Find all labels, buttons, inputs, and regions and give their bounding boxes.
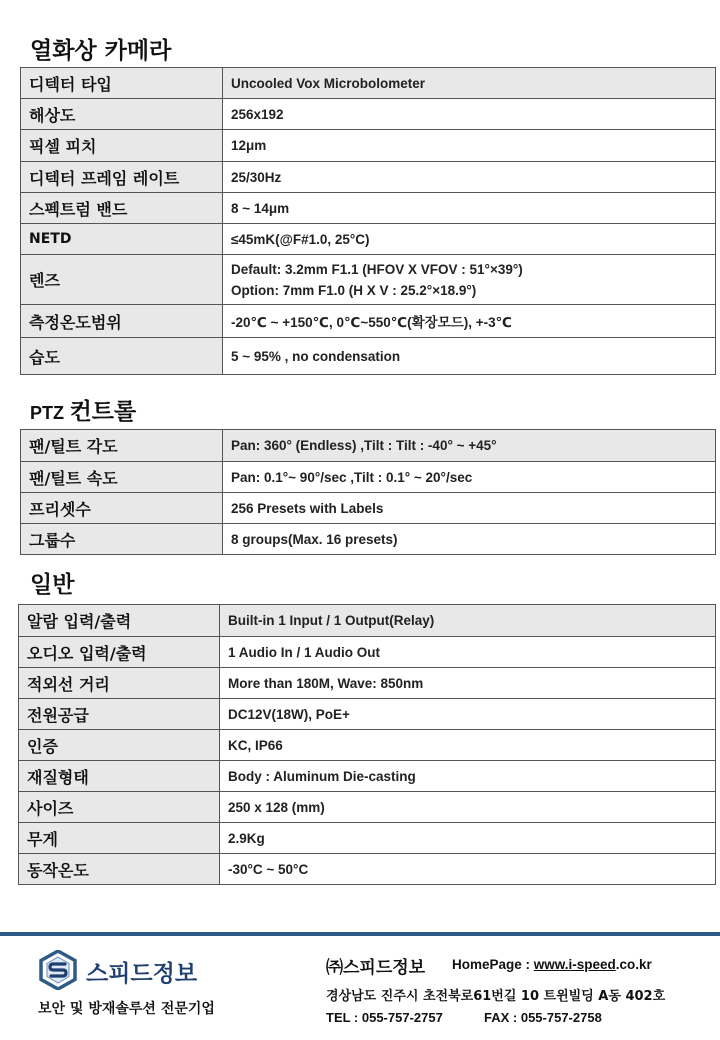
section-title-suffix: 컨트롤 <box>69 399 137 425</box>
brand-name: 스피드정보 <box>86 961 198 987</box>
spec-value: DC12V(18W), PoE+ <box>220 699 716 730</box>
table-row <box>19 792 716 823</box>
table-row <box>21 305 716 338</box>
section-title-ptz <box>30 393 136 426</box>
spec-label: 렌즈 <box>21 255 223 305</box>
section-title-thermal: 열화상 카메라 <box>30 38 172 64</box>
company-fax: FAX : 055-757-2758 <box>484 1010 602 1025</box>
spec-table-general <box>18 604 716 885</box>
spec-value: 12μm <box>223 130 716 162</box>
spec-label: 무게 <box>19 823 220 854</box>
spec-value-line: Option: 7mm F1.0 (H X V : 25.2°×18.9°) <box>231 282 477 298</box>
table-row <box>19 699 716 730</box>
spec-label: 해상도 <box>21 99 223 130</box>
spec-label: 알람 입력/출력 <box>19 605 220 637</box>
table-row <box>21 255 716 305</box>
company-name: ㈜스피드정보 <box>326 958 426 978</box>
spec-value: Built-in 1 Input / 1 Output(Relay) <box>220 605 716 637</box>
table-row <box>21 462 716 493</box>
table-row <box>21 338 716 375</box>
spec-table-ptz <box>20 429 716 555</box>
spec-value: 256x192 <box>223 99 716 130</box>
table-row <box>19 761 716 792</box>
table-row <box>19 730 716 761</box>
homepage-tail: .co.kr <box>615 957 652 972</box>
table-row <box>21 493 716 524</box>
spec-label: 사이즈 <box>19 792 220 823</box>
spec-value: -20℃ ~ +150℃, 0℃~550℃(확장모드), +-3℃ <box>223 305 716 338</box>
spec-value: ≤45mK(@F#1.0, 25°C) <box>223 224 716 255</box>
spec-label: 디텍터 프레임 레이트 <box>21 162 223 193</box>
spec-value: Pan: 360° (Endless) ,Tilt : Tilt : -40° ~ +45° <box>223 430 716 462</box>
table-row <box>21 430 716 462</box>
spec-value: 8 groups(Max. 16 presets) <box>223 524 716 555</box>
spec-label: 전원공급 <box>19 699 220 730</box>
spec-table-thermal <box>20 67 716 375</box>
homepage-link[interactable]: www.i-speed <box>533 957 616 972</box>
spec-label: 프리셋수 <box>21 493 223 524</box>
spec-value: 1 Audio In / 1 Audio Out <box>220 637 716 668</box>
spec-label: NETD <box>21 224 223 255</box>
table-row <box>21 130 716 162</box>
table-row <box>19 637 716 668</box>
table-row <box>21 162 716 193</box>
spec-value: 250 x 128 (mm) <box>220 792 716 823</box>
spec-value: 25/30Hz <box>223 162 716 193</box>
section-title-prefix: PTZ <box>30 403 64 423</box>
spec-label: 그룹수 <box>21 524 223 555</box>
spec-value: KC, IP66 <box>220 730 716 761</box>
table-row <box>21 99 716 130</box>
brand-tagline: 보안 및 방재솔루션 전문기업 <box>38 1001 215 1017</box>
company-address: 경상남도 진주시 초전북로61번길 10 트윈빌딩 A동 402호 <box>326 989 666 1004</box>
spec-value: -30°C ~ 50°C <box>220 854 716 885</box>
table-row <box>21 193 716 224</box>
spec-label: 오디오 입력/출력 <box>19 637 220 668</box>
speed-logo-icon <box>38 950 78 990</box>
homepage <box>452 957 652 972</box>
spec-value: Uncooled Vox Microbolometer <box>223 68 716 99</box>
spec-value <box>223 255 716 305</box>
table-row <box>19 605 716 637</box>
spec-value: 256 Presets with Labels <box>223 493 716 524</box>
company-tel: TEL : 055-757-2757 <box>326 1010 443 1025</box>
spec-value: More than 180M, Wave: 850nm <box>220 668 716 699</box>
spec-label: 측정온도범위 <box>21 305 223 338</box>
table-row <box>21 524 716 555</box>
section-title-general: 일반 <box>30 572 75 598</box>
spec-label: 디텍터 타입 <box>21 68 223 99</box>
spec-label: 재질형태 <box>19 761 220 792</box>
table-row <box>19 823 716 854</box>
spec-value: Pan: 0.1°~ 90°/sec ,Tilt : 0.1° ~ 20°/sec <box>223 462 716 493</box>
spec-value: Body : Aluminum Die-casting <box>220 761 716 792</box>
spec-value: 8 ~ 14μm <box>223 193 716 224</box>
spec-value-line: Default: 3.2mm F1.1 (HFOV X VFOV : 51°×39°) <box>231 261 523 277</box>
spec-label: 스펙트럼 밴드 <box>21 193 223 224</box>
table-row <box>19 854 716 885</box>
spec-value: 2.9Kg <box>220 823 716 854</box>
spec-label: 인증 <box>19 730 220 761</box>
table-row <box>21 224 716 255</box>
spec-label: 팬/틸트 속도 <box>21 462 223 493</box>
spec-label: 동작온도 <box>19 854 220 885</box>
spec-label: 픽셀 피치 <box>21 130 223 162</box>
spec-label: 팬/틸트 각도 <box>21 430 223 462</box>
spec-label: 습도 <box>21 338 223 375</box>
table-row <box>21 68 716 99</box>
footer-divider <box>0 932 720 936</box>
spec-value: 5 ~ 95% , no condensation <box>223 338 716 375</box>
spec-label: 적외선 거리 <box>19 668 220 699</box>
homepage-label: HomePage : <box>452 957 534 972</box>
table-row <box>19 668 716 699</box>
